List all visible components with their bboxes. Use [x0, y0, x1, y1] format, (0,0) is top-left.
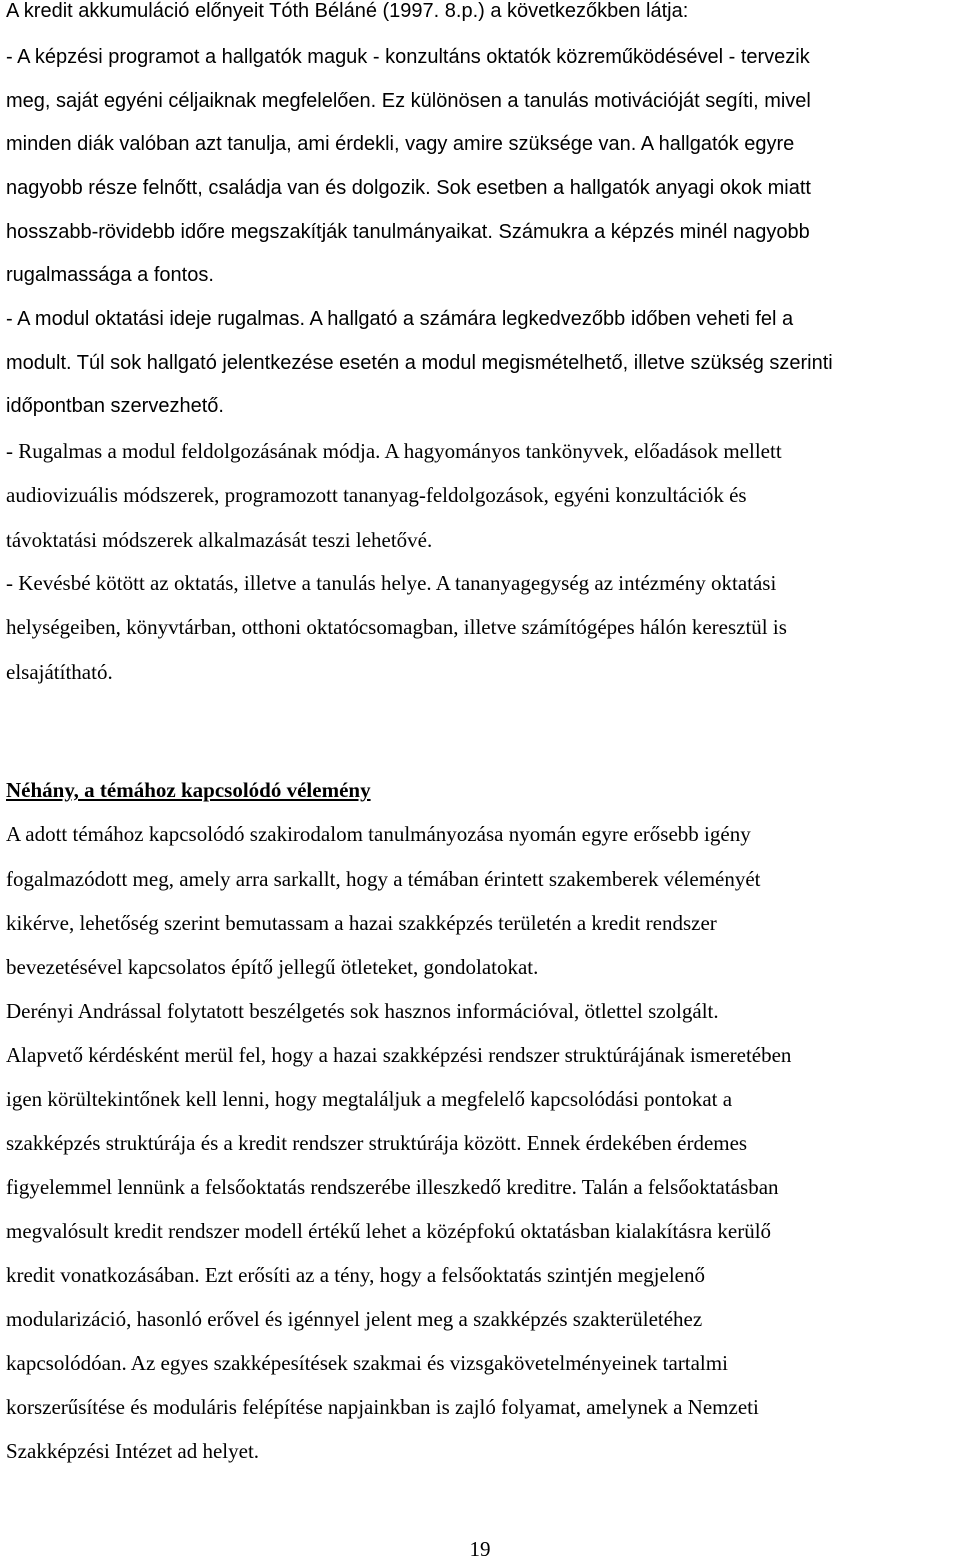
text-line: A kredit akkumuláció előnyeit Tóth Béláné (1997. 8.p.) a következőkben látja:: [6, 0, 689, 22]
text-line: helységeiben, könyvtárban, otthoni oktatócsomagban, illetve számítógépes hálón keresztül is: [6, 615, 787, 639]
text-line: hosszabb-rövidebb időre megszakítják tanulmányaikat. Számukra a képzés minél nagyobb: [6, 221, 810, 243]
text-line: - Kevésbé kötött az oktatás, illetve a tanulás helye. A tananyagegység az intézmény oktatási: [6, 571, 777, 595]
text-line: minden diák valóban azt tanulja, ami érdekli, vagy amire szüksége van. A hallgatók egyre: [6, 133, 795, 155]
text-line: igen körültekintőnek kell lenni, hogy megtaláljuk a megfelelő kapcsolódási pontokat a: [6, 1087, 733, 1111]
text-line: Szakképzési Intézet ad helyet.: [6, 1439, 260, 1463]
section-heading: Néhány, a témához kapcsolódó vélemény: [6, 778, 371, 802]
text-line: rugalmassága a fontos.: [6, 264, 214, 286]
text-line: A adott témához kapcsolódó szakirodalom tanulmányozása nyomán egyre erősebb igény: [6, 822, 751, 846]
text-line: időpontban szervezhető.: [6, 395, 224, 417]
text-line: figyelemmel lennünk a felsőoktatás rendszerébe illeszkedő kreditre. Talán a felsőoktatásban: [6, 1175, 779, 1199]
text-line: szakképzés struktúrája és a kredit rendszer struktúrája között. Ennek érdekében érdemes: [6, 1131, 748, 1155]
page-number: 19: [469, 1537, 491, 1561]
text-line: audiovizuális módszerek, programozott tananyag-feldolgozások, egyéni konzultációk és: [6, 483, 747, 507]
text-line: - A képzési programot a hallgatók maguk - konzultáns oktatók közreműködésével - tervezik: [6, 46, 810, 68]
text-line: meg, saját egyéni céljaiknak megfelelően. Ez különösen a tanulás motivációját segíti, mivel: [6, 90, 811, 112]
text-line: bevezetésével kapcsolatos építő jellegű ötleteket, gondolatokat.: [6, 955, 539, 979]
text-line: Alapvető kérdésként merül fel, hogy a hazai szakképzési rendszer struktúrájának ismeretében: [6, 1043, 792, 1067]
text-line: nagyobb része felnőtt, családja van és dolgozik. Sok esetben a hallgatók anyagi okok miatt: [6, 177, 811, 199]
text-line: korszerűsítése és moduláris felépítése napjainkban is zajló folyamat, amelynek a Nemzeti: [6, 1395, 759, 1419]
text-line: Derényi Andrással folytatott beszélgetés sok hasznos információval, ötlettel szolgált.: [6, 999, 719, 1023]
text-line: kikérve, lehetőség szerint bemutassam a hazai szakképzés területén a kredit rendszer: [6, 911, 717, 935]
text-line: kredit vonatkozásában. Ezt erősíti az a tény, hogy a felsőoktatás szintjén megjelenő: [6, 1263, 705, 1287]
text-line: távoktatási módszerek alkalmazását teszi lehetővé.: [6, 528, 433, 552]
text-line: modularizáció, hasonló erővel és igénnyel jelent meg a szakképzés szakterületéhez: [6, 1307, 703, 1331]
text-line: megvalósult kredit rendszer modell értékű lehet a középfokú oktatásban kialakításra kerülő: [6, 1219, 772, 1243]
text-line: elsajátítható.: [6, 660, 113, 684]
text-line: - Rugalmas a modul feldolgozásának módja. A hagyományos tankönyvek, előadások mellett: [6, 439, 782, 463]
text-line: kapcsolódóan. Az egyes szakképesítések szakmai és vizsgakövetelményeinek tartalmi: [6, 1351, 728, 1375]
text-line: fogalmazódott meg, amely arra sarkallt, hogy a témában érintett szakemberek véleményét: [6, 867, 761, 891]
text-line: - A modul oktatási ideje rugalmas. A hallgató a számára legkedvezőbb időben veheti fel a: [6, 308, 794, 330]
text-line: modult. Túl sok hallgató jelentkezése esetén a modul megismételhető, illetve szükség szerinti: [6, 352, 833, 374]
